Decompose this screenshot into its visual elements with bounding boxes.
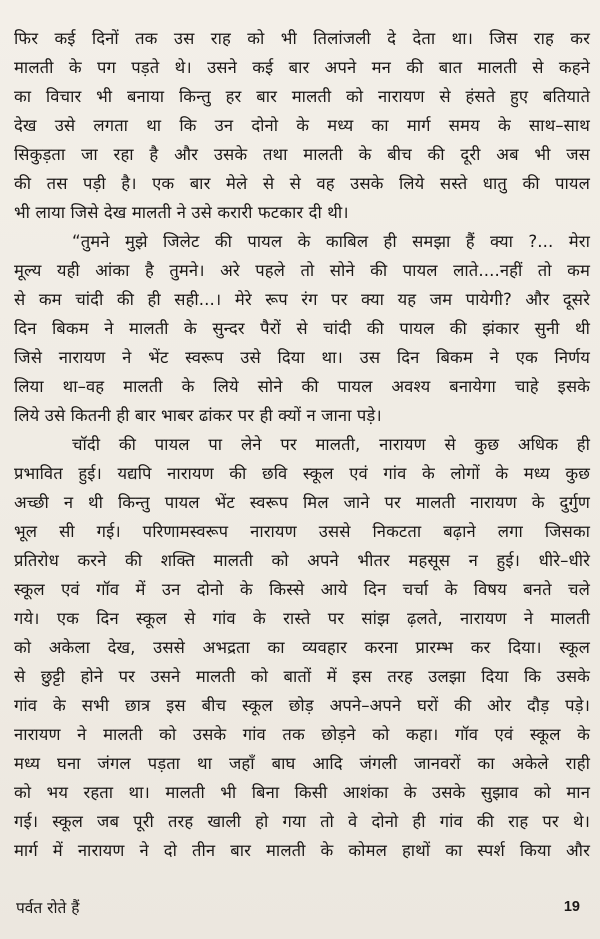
text-line: अच्छी न थी किन्तु पायल भेंट स्वरूप मिल जाने पर मालती नारायण के दुर्गुण — [14, 493, 590, 512]
text-line: चॉदी की पायल पा लेने पर मालती, नारायण से कुछ अधिक ही — [72, 435, 590, 454]
text-line: की तस पड़ी है। एक बार मेले से से वह उसके लिये सस्ते धातु की पायल — [14, 174, 590, 193]
text-line: जिसे नारायण ने भेंट स्वरूप उसे दिया था। उस दिन बिकम ने एक निर्णय — [14, 348, 590, 367]
text-line: नारायण ने मालती को उसके गांव तक छोड़ने को कहा। गॉव एवं स्कूल के — [14, 725, 590, 744]
paragraph-3 — [14, 430, 590, 865]
text-line: लिये उसे कितनी ही बार भाबर ढांकर पर ही क्यों न जाना पड़े। — [14, 406, 382, 425]
text-line: लिया था–वह मालती के लिये सोने की पायल अवश्य बनायेगा चाहे इसके — [14, 377, 590, 396]
body-text — [14, 24, 590, 865]
text-line: को अकेला देख, उससे अभद्रता का व्यवहार करना प्रारम्भ कर दिया। स्कूल — [14, 638, 590, 657]
page-footer — [16, 895, 580, 919]
text-line: स्कूल एवं गॉव में उन दोनो के किस्से आये दिन चर्चा के विषय बनते चले — [14, 580, 590, 599]
text-line: से कम चांदी की ही सही...। मेरे रूप रंग पर क्या यह जम पायेगी? और दूसरे — [14, 290, 590, 309]
text-line: मध्य घना जंगल पड़ता था जहॉं बाघ आदि जंगली जानवरों का अकेले राही — [14, 754, 590, 773]
paragraph-1 — [14, 24, 590, 227]
text-line: प्रतिरोध करने की शक्ति मालती को अपने भीतर महसूस न हुई। धीरे–धीरे — [14, 551, 590, 570]
text-line: सिकुड़ता जा रहा है और उसके तथा मालती के बीच की दूरी अब भी जस — [14, 145, 590, 164]
paragraph-2 — [14, 227, 590, 430]
text-line: “तुमने मुझे जिलेट की पायल के काबिल ही समझा हैं क्या ?... मेरा — [72, 232, 590, 251]
text-line: गांव के सभी छात्र इस बीच स्कूल छोड़ अपने–अपने घरों की ओर दौड़ पड़े। — [14, 696, 590, 715]
text-line: भी लाया जिसे देख मालती ने उसे करारी फटकार दी थी। — [14, 203, 349, 222]
text-line: देख उसे लगता था कि उन दोनो के मध्य का मार्ग समय के साथ–साथ — [14, 116, 590, 135]
text-line: मूल्य यही आंका है तुमने। अरे पहले तो सोने की पायल लाते....नहीं तो कम — [14, 261, 590, 280]
text-line: गये। एक दिन स्कूल से गांव के रास्ते पर सांझ ढ़लते, नारायण ने मालती — [14, 609, 590, 628]
text-line: का विचार भी बनाया किन्तु हर बार मालती को नारायण से हंसते हुए बतियाते — [14, 87, 590, 106]
page-number: 19 — [563, 899, 580, 915]
text-line: भूल सी गई। परिणामस्वरूप नारायण उससे निकटता बढ़ाने लगा जिसका — [14, 522, 590, 541]
text-line: दिन बिकम ने मालती के सुन्दर पैरों से चांदी की पायल की झंकार सुनी थी — [14, 319, 590, 338]
text-line: प्रभावित हुई। यद्यपि नारायण की छवि स्कूल एवं गांव के लोगों के मध्य कुछ — [14, 464, 590, 483]
text-line: मालती के पग पड़ते थे। उसने कई बार अपने मन की बात मालती से कहने — [14, 58, 590, 77]
text-line: गई। स्कूल जब पूरी तरह खाली हो गया तो वे दोनो ही गांव की राह पर थे। — [14, 812, 590, 831]
text-line: मार्ग में नारायण ने दो तीन बार मालती के कोमल हाथों का स्पर्श किया और — [14, 841, 590, 860]
text-line: से छुट्टी होने पर उसने मालती को बातों में इस तरह उलझा दिया कि उसके — [14, 667, 590, 686]
running-title: पर्वत रोते हैं — [16, 899, 80, 917]
text-line: फिर कई दिनों तक उस राह को भी तिलांजली दे देता था। जिस राह कर — [14, 29, 590, 48]
text-line: को भय रहता था। मालती भी बिना किसी आशंका के उसके सुझाव को मान — [14, 783, 590, 802]
